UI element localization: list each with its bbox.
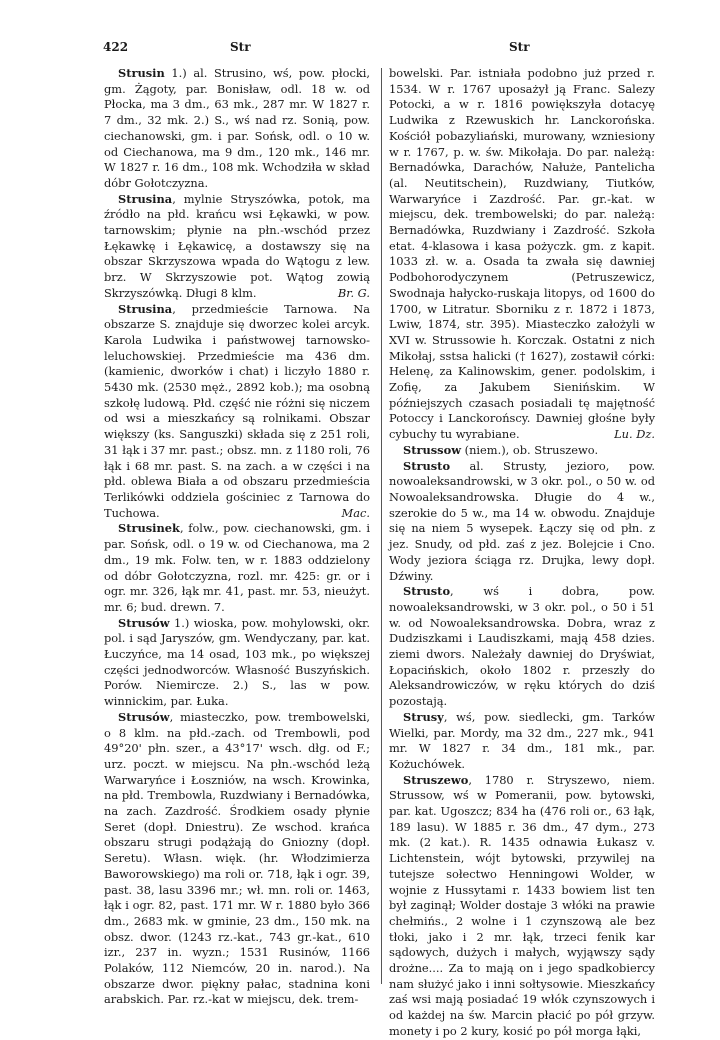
entry-headword: Strusów [118, 709, 170, 724]
entry [389, 459, 655, 585]
entry [389, 773, 655, 1040]
entry-continuation [389, 66, 655, 443]
entry-text: , przedmieście Tarnowa. Na obszarze S. znajduje się dworzec kolei arcyk. Karola Ludwika i państwowej tarnowsko-leluchowskiej. Przedmieście ma 436 dm. (kamienic, dworków i chat) i liczyło 1880 r. 5430 mk. (2530 męż., 2892 kob.); ma osobną szkołę ludową. Płd. część nie różni się niczem od wsi a mieszkańcy są rolnikami. Obszar większy (ks. Sanguszki) składa się z 251 roli, 31 łąk i 37 mr. past.; obsz. mn. z 1180 roli, 76 łąk i 68 mr. past. S. na zach. a w części i na płd. oblewa Biała a od obszaru przedmieścia Terlikówki oddziela gościniec z Tarnowa do Tuchowa. [104, 301, 370, 520]
entry-text: , wś i dobra, pow. nowoaleksandrowski, w 3 okr. pol., o 50 i 51 w. od Nowoaleksandrowska. Dobra, wraz z Dudziszkami i Laudiszkami, mają 458 dzies. ziemi dwors. Należały dawniej do Dryświat, Łopacińskich, około 1802 r. przeszły do Aleksandrowiczów, w ręku których do dziś pozostają. [389, 584, 655, 709]
entry [389, 584, 655, 710]
left-column [104, 66, 370, 1008]
entry-text: al. Strusty, jezioro, pow. nowoaleksandrowski, w 3 okr. pol., o 50 w. od Nowoaleksandrowska. Długie do 4 w., szerokie do 5 w., ma 14 w. obwodu. Znajduje się na niem 5 wysepek. Łączy się od płn. z jez. Snudy, od płd. zaś z jez. Bolejcie i Cno. Wody jeziora ściąga rz. Drujka, lewy dopł. Dźwiny. [389, 458, 655, 583]
entry-headword: Strusin [118, 66, 165, 80]
entry-text: 1.) al. Strusino, wś, pow. płocki, gm. Żągoty, par. Bonisław, odl. 18 w. od Płocka, ma 3 dm., 63 mk., 287 mr. W 1827 r. 7 dm., 32 mk. 2.) S., wś nad rz. Sonią, pow. ciechanowski, gm. i par. Sońsk, odl. o 10 w. od Ciechanowa, ma 9 dm., 120 mk., 146 mr. W 1827 r. 16 dm., 108 mk. Wchodziła w skład dóbr Gołotczyzna. [104, 66, 370, 190]
entry-headword: Strusto [403, 458, 451, 473]
entry-headword: Strusinek [118, 521, 180, 536]
right-column [389, 66, 655, 1040]
column-divider [381, 68, 382, 984]
entry-text: , 1780 r. Stryszewo, niem. Strussow, wś w Pomeranii, pow. bytowski, par. kat. Ugoszcz; 834 ha (476 roli or., 63 łąk, 189 lasu). W 1885 r. 36 dm., 47 dym., 273 mk. (2 kat.). R. 1435 odnawia Łukasz v. Lichtenstein, wójt bytowski, przywilej na tutejsze sołectwo Henningowi Wolder, w wojnie z Hussytami r. 1433 bowiem list ten był zaginął; Wolder dostaje 3 włóki na prawie chełmińs., 2 wolne i 1 czynszową ale bez tłoki, jako i 2 mr. łąk, trzeci fenik kar sądowych, dużych i małych, wyjąwszy sądy drożne.... Za to mają on i jego spadkobiercy nam służyć jako i inni sołtysowie. Mieszkańcy zaś wsi mają posiadać 19 włók czynszowych i od każdej na św. Marcin płacić po pół grzyw. monety i po 2 kury, kosić po pół morga łąki, [389, 772, 655, 1038]
entry-text: , miasteczko, pow. trembowelski, o 8 klm. na płd.-zach. od Trembowli, pod 49°20' płn. szer., a 43°17' wsch. dłg. od F.; urz. poczt. w miejscu. Na płn.-wschód leżą Warwaryńce i Łoszniów, na wsch. Krowinka, na płd. Trembowla, Ruzdwiany i Bernadówka, na zach. Zazdrość. Środkiem osady płynie Seret (dopł. Dniestru). Ze wschod. krańca obszaru strugi podążają do Gniozny (dopł. Seretu). Własn. więk. (hr. Włodzimierza Baworowskiego) ma roli or. 718, łąk i ogr. 39, past. 38, lasu 3396 mr.; wł. mn. roli or. 1463, łąk i ogr. 82, past. 171 mr. W r. 1880 było 366 dm., 2683 mk. w gminie, 23 dm., 150 mk. na obsz. dwor. (1243 rz.-kat., 743 gr.-kat., 610 izr., 237 in. wyzn.; 1531 Rusinów, 1166 Polaków, 112 Niemców, 20 in. narod.). Na obszarze dwor. piękny pałac, stadnina koni arabskich. Par. rz.-kat w miejscu, dek. trem- [104, 709, 370, 1007]
entry-headword: Strusto [403, 584, 451, 599]
entry [104, 302, 370, 522]
entry-headword: Struszewo [403, 772, 469, 787]
entry-headword: Strusy [403, 709, 444, 724]
page-number: 422 [103, 40, 129, 54]
entry-text: , mylnie Stryszówka, potok, ma źródło na płd. krańcu wsi Łękawki, w pow. tarnowskim; płynie na płn.-wschód przez Łękawkę i Łękawicę, a dostawszy się na obszar Skrzyszowa wpada do Wątogu z lew. brz. W Skrzyszowie pot. Wątog zowią Skrzyszówką. Długi 8 klm. [104, 191, 370, 300]
entry [104, 192, 370, 302]
running-head-left: Str [230, 40, 251, 54]
entry-headword: Strusina [118, 191, 173, 206]
entry [389, 443, 655, 459]
entry-author: Br. G. [337, 285, 370, 300]
entry-text: , wś, pow. siedlecki, gm. Tarków Wielki, par. Mordy, ma 32 dm., 227 mk., 941 mr. W 1827 r. 34 dm., 181 mk., par. Kożuchówek. [389, 709, 655, 771]
entry-headword: Strussow [403, 442, 461, 457]
entry [389, 710, 655, 773]
entry [104, 616, 370, 710]
entry [104, 521, 370, 615]
entry [104, 710, 370, 1008]
entry-text: , folw., pow. ciechanowski, gm. i par. Sońsk, odl. o 19 w. od Ciechanowa, ma 2 dm., 19 mk. Folw. ten, w r. 1883 oddzielony od dóbr Gołotczyzna, rozl. mr. 425: gr. or i ogr. mr. 326, łąk mr. 41, past. mr. 53, nieużyt. mr. 6; bud. drewn. 7. [104, 521, 370, 614]
entry [104, 66, 370, 192]
entry-author: Mac. [341, 505, 370, 520]
entry-headword: Strusina [118, 301, 173, 316]
entry-text: 1.) wioska, pow. mohylowski, okr. pol. i sąd Jaryszów, gm. Wendyczany, par. kat. Łuczyńce, ma 14 osad, 103 mk., po większej części jednodworców. Własność Buszyńskich. Porów. Niemircze. 2.) S., las w pow. winnickim, par. Łuka. [104, 615, 370, 709]
entry-text: bowelski. Par. istniała podobno już przed r. 1534. W r. 1767 uposażył ją Franc. Salezy Potocki, a w r. 1816 powiększyła dotacyę Ludwika z Rzewuskich hr. Lanckorońska. Kościół pobazyliański, murowany, wzniesiony w r. 1767, p. w. św. Mikołaja. Do par. należą: Bernadówka, Darachów, Nałuże, Pantelicha (al. Neutitschein), Ruzdwiany, Tiutków, Warwaryńce i Zazdrość. Par. gr.-kat. w miejscu, dek. trembowelski; do par. należą: Bernadówka, Ruzdwiany i Zazdrość. Szkoła etat. 4-klasowa i kasa pożyczk. gm. z kapit. 1033 zł. w. a. Osada ta zwała się dawniej Podbohorodyczynem (Petruszewicz, Swodnaja hałycko-ruskaja litopys, od 1600 do 1700, w Litratur. Sborniku z r. 1872 i 1873, Lwiw, 1874, str. 395). Miasteczko założyli w XVI w. Strussowie h. Korczak. Ostatni z nich Mikołaj, sstsa halicki († 1627), zostawił córki: Helenę, za Kalinowskim, gener. podolskim, i Zofię, za Jakubem Sienińskim. W późniejszych czasach posiadali tę majętność Potoccy i Lanckorońscy. Dawniej głośne były cybuchy tu wyrabiane. [389, 66, 655, 442]
entry-author: Lu. Dz. [614, 427, 655, 442]
entry-text: (niem.), ob. Struszewo. [461, 442, 599, 457]
entry-headword: Strusów [118, 615, 170, 630]
running-head-right: Str [509, 40, 530, 54]
